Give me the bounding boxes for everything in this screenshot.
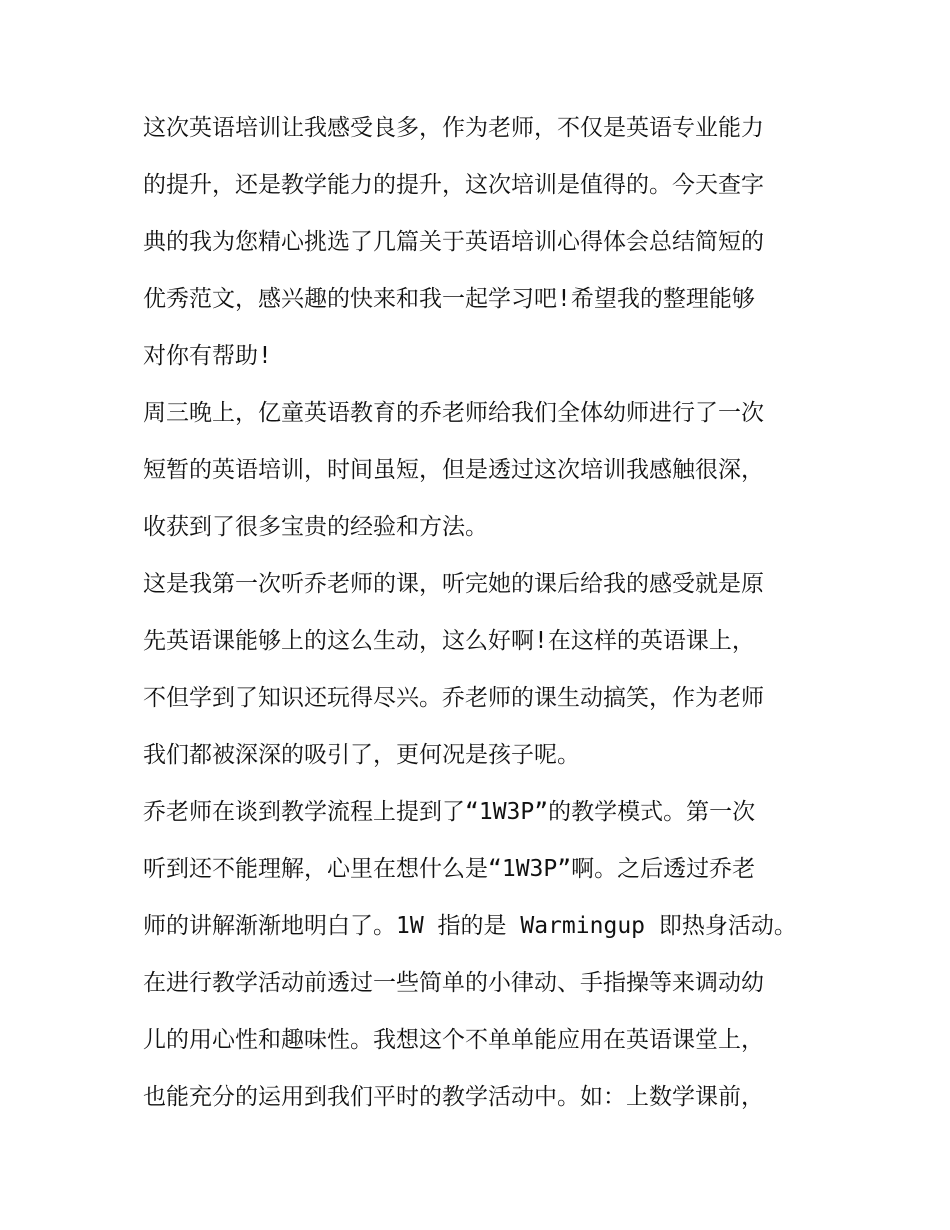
text-line: 周三晚上，亿童英语教育的乔老师给我们全体幼师进行了一次 — [143, 400, 764, 426]
text-line: 师的讲解渐渐地明白了。1W 指的是 Warmingup 即热身活动。 — [143, 913, 797, 939]
text-line: 我们都被深深的吸引了，更何况是孩子呢。 — [143, 742, 580, 768]
text-line: 收获到了很多宝贵的经验和方法。 — [143, 514, 488, 540]
text-line: 先英语课能够上的这么生动，这么好啊!在这样的英语课上， — [143, 628, 755, 654]
text-line: 听到还不能理解，心里在想什么是“1W3P”啊。之后透过乔老 — [143, 856, 756, 882]
text-line: 不但学到了知识还玩得尽兴。乔老师的课生动搞笑，作为老师 — [143, 685, 764, 711]
text-line: 典的我为您精心挑选了几篇关于英语培训心得体会总结简短的 — [143, 229, 764, 255]
text-line: 这次英语培训让我感受良多，作为老师，不仅是英语专业能力 — [143, 115, 764, 141]
text-line: 短暂的英语培训，时间虽短，但是透过这次培训我感触很深， — [143, 457, 764, 483]
text-line: 优秀范文，感兴趣的快来和我一起学习吧!希望我的整理能够 — [143, 286, 755, 312]
text-line: 儿的用心性和趣味性。我想这个不单单能应用在英语课堂上， — [143, 1027, 764, 1053]
text-line: 乔老师在谈到教学流程上提到了“1W3P”的教学模式。第一次 — [143, 799, 756, 825]
text-line: 的提升，还是教学能力的提升，这次培训是值得的。今天查字 — [143, 172, 764, 198]
text-line: 这是我第一次听乔老师的课，听完她的课后给我的感受就是原 — [143, 571, 764, 597]
text-line: 对你有帮助! — [143, 343, 272, 369]
body-text — [143, 100, 823, 1126]
text-line: 在进行教学活动前透过一些简单的小律动、手指操等来调动幼 — [143, 970, 764, 996]
text-line: 也能充分的运用到我们平时的教学活动中。如：上数学课前， — [143, 1084, 764, 1110]
